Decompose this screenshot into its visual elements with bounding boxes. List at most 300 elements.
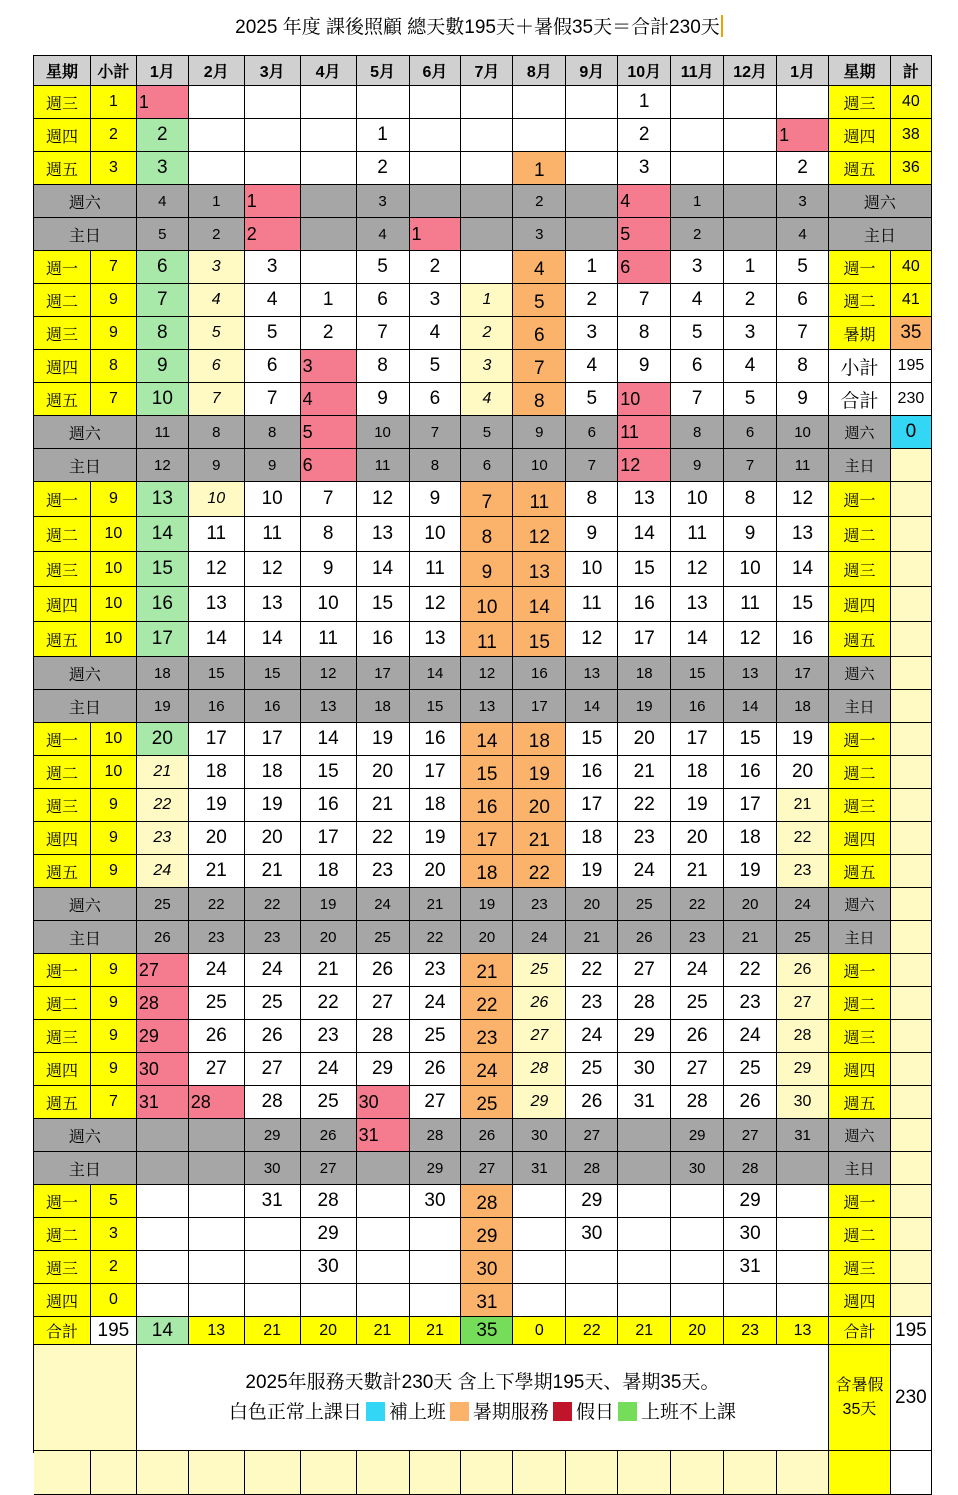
day-cell: 22 xyxy=(671,888,724,921)
day-cell: 24 xyxy=(566,1020,618,1053)
day-cell: 21 xyxy=(410,1317,462,1345)
day-cell: 29 xyxy=(777,1053,829,1086)
day-cell: 17 xyxy=(513,690,566,723)
day-cell: 27 xyxy=(357,987,410,1020)
day-cell: 24 xyxy=(671,954,724,987)
day-cell: 18 xyxy=(461,855,513,888)
day-cell: 16 xyxy=(566,756,618,789)
day-cell: 21 xyxy=(513,822,566,855)
weekday-label: 週二 xyxy=(34,284,91,317)
day-cell xyxy=(245,1284,301,1317)
day-cell: 5 xyxy=(189,317,245,350)
day-cell xyxy=(245,119,301,152)
day-cell xyxy=(891,622,932,657)
blank-cell xyxy=(513,1451,566,1495)
day-cell: 9 xyxy=(245,449,301,482)
day-cell xyxy=(618,1284,671,1317)
day-cell: 9 xyxy=(91,317,137,350)
legend-note xyxy=(137,1345,829,1451)
day-cell: 5 xyxy=(671,317,724,350)
day-cell: 7 xyxy=(301,482,357,517)
column-header: 7月 xyxy=(461,56,513,86)
day-cell: 7 xyxy=(91,251,137,284)
day-cell: 2 xyxy=(618,119,671,152)
day-cell: 27 xyxy=(513,1020,566,1053)
blank-cell xyxy=(34,1451,91,1495)
day-cell xyxy=(891,1185,932,1218)
day-cell: 1 xyxy=(513,152,566,185)
day-cell: 16 xyxy=(137,587,189,622)
day-cell: 14 xyxy=(724,690,777,723)
day-cell: 2 xyxy=(91,119,137,152)
day-cell: 週三 xyxy=(829,86,891,119)
day-cell: 27 xyxy=(137,954,189,987)
day-cell xyxy=(891,482,932,517)
day-cell: 週一 xyxy=(829,251,891,284)
day-cell: 22 xyxy=(410,921,462,954)
day-cell: 28 xyxy=(671,1086,724,1119)
day-cell xyxy=(410,1218,462,1251)
day-cell: 31 xyxy=(357,1119,410,1152)
day-cell: 19 xyxy=(189,789,245,822)
day-cell: 25 xyxy=(301,1086,357,1119)
day-cell xyxy=(724,119,777,152)
legend-swatch xyxy=(366,1402,385,1421)
day-cell: 9 xyxy=(91,822,137,855)
day-cell: 30 xyxy=(618,1053,671,1086)
day-cell: 13 xyxy=(245,587,301,622)
day-cell: 23 xyxy=(410,954,462,987)
day-cell: 26 xyxy=(618,921,671,954)
day-cell: 主日 xyxy=(829,449,891,482)
day-cell: 15 xyxy=(410,690,462,723)
day-cell: 6 xyxy=(137,251,189,284)
day-cell: 10 xyxy=(301,587,357,622)
day-cell: 12 xyxy=(410,587,462,622)
day-cell: 28 xyxy=(618,987,671,1020)
day-cell xyxy=(777,1218,829,1251)
day-cell: 6 xyxy=(566,416,618,449)
day-cell: 5 xyxy=(513,284,566,317)
day-cell: 29 xyxy=(301,1218,357,1251)
day-cell xyxy=(566,218,618,251)
day-cell: 12 xyxy=(618,449,671,482)
day-cell xyxy=(891,587,932,622)
day-cell: 22 xyxy=(724,954,777,987)
day-cell: 12 xyxy=(566,622,618,657)
blank-cell xyxy=(189,1451,245,1495)
day-cell: 16 xyxy=(357,622,410,657)
day-cell: 21 xyxy=(301,954,357,987)
day-cell: 36 xyxy=(891,152,932,185)
weekday-label: 主日 xyxy=(34,218,137,251)
day-cell: 7 xyxy=(91,1086,137,1119)
note-line: 2025年服務天數計230天 含上下學期195天、暑期35天。 xyxy=(245,1371,720,1393)
day-cell xyxy=(410,119,462,152)
day-cell: 主日 xyxy=(829,218,932,251)
day-cell: 27 xyxy=(777,987,829,1020)
day-cell: 9 xyxy=(513,416,566,449)
day-cell: 30 xyxy=(671,1152,724,1185)
column-header: 4月 xyxy=(301,56,357,86)
day-cell xyxy=(891,954,932,987)
day-cell: 4 xyxy=(671,284,724,317)
day-cell xyxy=(189,1152,245,1185)
day-cell: 週六 xyxy=(829,416,891,449)
day-cell: 14 xyxy=(301,723,357,756)
day-cell: 18 xyxy=(513,723,566,756)
day-cell: 23 xyxy=(724,987,777,1020)
column-header: 11月 xyxy=(671,56,724,86)
weekday-label: 週六 xyxy=(34,185,137,218)
day-cell xyxy=(189,86,245,119)
day-cell: 23 xyxy=(671,921,724,954)
day-cell: 27 xyxy=(461,1152,513,1185)
day-cell: 14 xyxy=(245,622,301,657)
day-cell: 19 xyxy=(301,888,357,921)
day-cell: 週三 xyxy=(829,1251,891,1284)
day-cell: 4 xyxy=(461,383,513,416)
day-cell xyxy=(301,218,357,251)
day-cell: 15 xyxy=(566,723,618,756)
day-cell: 24 xyxy=(137,855,189,888)
day-cell: 7 xyxy=(245,383,301,416)
day-cell: 17 xyxy=(461,822,513,855)
day-cell: 7 xyxy=(137,284,189,317)
day-cell xyxy=(566,1251,618,1284)
day-cell: 22 xyxy=(301,987,357,1020)
day-cell xyxy=(724,185,777,218)
day-cell: 24 xyxy=(513,921,566,954)
weekday-label: 週三 xyxy=(34,552,91,587)
day-cell: 19 xyxy=(671,789,724,822)
day-cell xyxy=(357,1185,410,1218)
day-cell: 21 xyxy=(724,921,777,954)
day-cell xyxy=(410,152,462,185)
day-cell: 4 xyxy=(618,185,671,218)
day-cell: 10 xyxy=(410,517,462,552)
day-cell: 23 xyxy=(724,1317,777,1345)
day-cell: 11 xyxy=(461,622,513,657)
day-cell: 5 xyxy=(566,383,618,416)
day-cell xyxy=(357,1284,410,1317)
day-cell: 12 xyxy=(245,552,301,587)
day-cell xyxy=(891,756,932,789)
day-cell: 10 xyxy=(91,723,137,756)
day-cell: 9 xyxy=(618,350,671,383)
day-cell: 29 xyxy=(137,1020,189,1053)
day-cell: 17 xyxy=(618,622,671,657)
day-cell: 10 xyxy=(189,482,245,517)
day-cell xyxy=(189,1284,245,1317)
day-cell: 22 xyxy=(566,954,618,987)
day-cell: 8 xyxy=(410,449,462,482)
day-cell: 週二 xyxy=(829,1218,891,1251)
day-cell: 6 xyxy=(618,251,671,284)
day-cell: 3 xyxy=(137,152,189,185)
day-cell: 23 xyxy=(357,855,410,888)
day-cell: 24 xyxy=(724,1020,777,1053)
day-cell: 10 xyxy=(137,383,189,416)
day-cell: 26 xyxy=(671,1020,724,1053)
day-cell: 8 xyxy=(777,350,829,383)
day-cell: 3 xyxy=(461,350,513,383)
column-header: 星期 xyxy=(34,56,91,86)
day-cell: 6 xyxy=(189,350,245,383)
day-cell: 38 xyxy=(891,119,932,152)
weekday-label: 週一 xyxy=(34,251,91,284)
day-cell: 16 xyxy=(301,789,357,822)
day-cell: 7 xyxy=(513,350,566,383)
day-cell: 2 xyxy=(357,152,410,185)
day-cell: 13 xyxy=(189,1317,245,1345)
day-cell: 1 xyxy=(671,185,724,218)
day-cell: 14 xyxy=(777,552,829,587)
day-cell: 3 xyxy=(357,185,410,218)
day-cell: 5 xyxy=(91,1185,137,1218)
day-cell: 14 xyxy=(513,587,566,622)
summary-total: 230 xyxy=(891,1345,932,1451)
day-cell: 15 xyxy=(357,587,410,622)
day-cell: 週五 xyxy=(829,152,891,185)
day-cell: 10 xyxy=(91,756,137,789)
day-cell: 9 xyxy=(137,350,189,383)
column-header: 1月 xyxy=(137,56,189,86)
weekday-label: 週四 xyxy=(34,822,91,855)
day-cell: 10 xyxy=(618,383,671,416)
day-cell xyxy=(189,1119,245,1152)
legend-swatch xyxy=(553,1402,572,1421)
day-cell: 20 xyxy=(189,822,245,855)
day-cell: 2 xyxy=(566,284,618,317)
day-cell xyxy=(671,1251,724,1284)
day-cell: 週一 xyxy=(829,954,891,987)
day-cell: 28 xyxy=(137,987,189,1020)
day-cell: 27 xyxy=(189,1053,245,1086)
legend-label: 假日 xyxy=(575,1401,614,1423)
day-cell xyxy=(301,1284,357,1317)
day-cell xyxy=(777,1251,829,1284)
day-cell: 4 xyxy=(566,350,618,383)
day-cell: 3 xyxy=(724,317,777,350)
day-cell xyxy=(301,251,357,284)
day-cell: 6 xyxy=(461,449,513,482)
day-cell xyxy=(301,119,357,152)
day-cell: 21 xyxy=(137,756,189,789)
day-cell xyxy=(566,1284,618,1317)
day-cell: 7 xyxy=(357,317,410,350)
day-cell: 10 xyxy=(461,587,513,622)
day-cell: 30 xyxy=(513,1119,566,1152)
day-cell: 24 xyxy=(410,987,462,1020)
day-cell: 28 xyxy=(566,1152,618,1185)
day-cell: 19 xyxy=(357,723,410,756)
day-cell: 1 xyxy=(301,284,357,317)
day-cell: 25 xyxy=(513,954,566,987)
column-header: 2月 xyxy=(189,56,245,86)
day-cell: 31 xyxy=(137,1086,189,1119)
day-cell: 15 xyxy=(513,622,566,657)
day-cell: 23 xyxy=(566,987,618,1020)
day-cell xyxy=(891,1020,932,1053)
day-cell xyxy=(410,185,462,218)
weekday-label: 週四 xyxy=(34,119,91,152)
day-cell: 16 xyxy=(618,587,671,622)
weekday-label: 週六 xyxy=(34,888,137,921)
day-cell: 230 xyxy=(891,383,932,416)
day-cell: 1 xyxy=(357,119,410,152)
day-cell: 7 xyxy=(777,317,829,350)
day-cell: 10 xyxy=(91,587,137,622)
day-cell: 10 xyxy=(357,416,410,449)
day-cell: 25 xyxy=(566,1053,618,1086)
day-cell: 22 xyxy=(777,822,829,855)
day-cell: 週二 xyxy=(829,284,891,317)
day-cell xyxy=(891,1251,932,1284)
day-cell xyxy=(137,1218,189,1251)
day-cell: 週五 xyxy=(829,855,891,888)
day-cell: 21 xyxy=(618,1317,671,1345)
day-cell: 31 xyxy=(461,1284,513,1317)
day-cell: 8 xyxy=(513,383,566,416)
day-cell xyxy=(891,449,932,482)
weekday-label: 週四 xyxy=(34,1053,91,1086)
page-title: 2025 年度 課後照顧 總天數195天＋暑假35天＝合計230天 xyxy=(0,14,958,42)
day-cell: 22 xyxy=(137,789,189,822)
day-cell: 26 xyxy=(410,1053,462,1086)
day-cell: 10 xyxy=(513,449,566,482)
day-cell: 7 xyxy=(189,383,245,416)
day-cell: 16 xyxy=(461,789,513,822)
column-header: 計 xyxy=(891,56,932,86)
day-cell: 28 xyxy=(357,1020,410,1053)
day-cell xyxy=(245,152,301,185)
day-cell: 週六 xyxy=(829,888,891,921)
weekday-label: 週二 xyxy=(34,756,91,789)
weekday-label: 週一 xyxy=(34,723,91,756)
calendar-table xyxy=(33,55,932,1453)
legend-row xyxy=(229,1398,736,1428)
day-cell xyxy=(671,86,724,119)
day-cell: 20 xyxy=(461,921,513,954)
day-cell xyxy=(724,218,777,251)
day-cell: 16 xyxy=(671,690,724,723)
weekday-label: 週一 xyxy=(34,482,91,517)
day-cell: 週六 xyxy=(829,1119,891,1152)
day-cell: 15 xyxy=(671,657,724,690)
day-cell: 9 xyxy=(189,449,245,482)
column-header: 10月 xyxy=(618,56,671,86)
day-cell: 14 xyxy=(137,1317,189,1345)
day-cell: 22 xyxy=(189,888,245,921)
day-cell: 19 xyxy=(724,855,777,888)
day-cell: 19 xyxy=(777,723,829,756)
day-cell: 主日 xyxy=(829,921,891,954)
day-cell: 10 xyxy=(724,552,777,587)
day-cell xyxy=(566,152,618,185)
weekday-label: 週五 xyxy=(34,855,91,888)
day-cell: 2 xyxy=(91,1251,137,1284)
day-cell: 195 xyxy=(891,350,932,383)
day-cell: 9 xyxy=(671,449,724,482)
day-cell: 18 xyxy=(566,822,618,855)
day-cell: 25 xyxy=(410,1020,462,1053)
day-cell xyxy=(891,1053,932,1086)
day-cell: 合計 xyxy=(829,383,891,416)
day-cell xyxy=(301,185,357,218)
day-cell: 26 xyxy=(301,1119,357,1152)
day-cell: 21 xyxy=(245,855,301,888)
day-cell: 17 xyxy=(137,622,189,657)
day-cell: 24 xyxy=(189,954,245,987)
day-cell: 22 xyxy=(618,789,671,822)
day-cell: 28 xyxy=(777,1020,829,1053)
weekday-label: 週三 xyxy=(34,317,91,350)
day-cell: 10 xyxy=(91,552,137,587)
day-cell: 12 xyxy=(189,552,245,587)
day-cell: 15 xyxy=(724,723,777,756)
day-cell: 14 xyxy=(618,517,671,552)
day-cell: 4 xyxy=(137,185,189,218)
weekday-label: 週二 xyxy=(34,987,91,1020)
day-cell: 9 xyxy=(91,987,137,1020)
weekday-label: 合計 xyxy=(34,1317,91,1345)
day-cell: 14 xyxy=(410,657,462,690)
day-cell: 13 xyxy=(671,587,724,622)
day-cell: 26 xyxy=(357,954,410,987)
day-cell xyxy=(357,1152,410,1185)
day-cell: 9 xyxy=(777,383,829,416)
day-cell: 8 xyxy=(357,350,410,383)
day-cell xyxy=(618,1251,671,1284)
day-cell xyxy=(137,1251,189,1284)
day-cell: 9 xyxy=(724,517,777,552)
legend-swatch xyxy=(618,1402,637,1421)
day-cell: 3 xyxy=(189,251,245,284)
day-cell: 2 xyxy=(137,119,189,152)
day-cell: 5 xyxy=(301,416,357,449)
day-cell: 27 xyxy=(618,954,671,987)
day-cell: 週二 xyxy=(829,987,891,1020)
day-cell: 5 xyxy=(137,218,189,251)
day-cell: 19 xyxy=(513,756,566,789)
day-cell: 9 xyxy=(91,954,137,987)
day-cell: 週四 xyxy=(829,1053,891,1086)
day-cell: 21 xyxy=(410,888,462,921)
day-cell xyxy=(461,152,513,185)
blank-cell xyxy=(724,1451,777,1495)
day-cell: 18 xyxy=(618,657,671,690)
day-cell: 8 xyxy=(461,517,513,552)
day-cell xyxy=(461,218,513,251)
day-cell: 14 xyxy=(461,723,513,756)
day-cell: 9 xyxy=(357,383,410,416)
day-cell: 3 xyxy=(301,350,357,383)
day-cell: 13 xyxy=(566,657,618,690)
day-cell: 5 xyxy=(777,251,829,284)
blank-cell xyxy=(618,1451,671,1495)
day-cell xyxy=(618,1119,671,1152)
day-cell: 14 xyxy=(357,552,410,587)
day-cell: 30 xyxy=(137,1053,189,1086)
day-cell xyxy=(566,119,618,152)
legend-label: 補上班 xyxy=(388,1401,446,1423)
day-cell: 9 xyxy=(91,482,137,517)
day-cell: 26 xyxy=(189,1020,245,1053)
day-cell: 10 xyxy=(671,482,724,517)
blank-cell xyxy=(461,1451,513,1495)
blank-cell xyxy=(91,1451,137,1495)
